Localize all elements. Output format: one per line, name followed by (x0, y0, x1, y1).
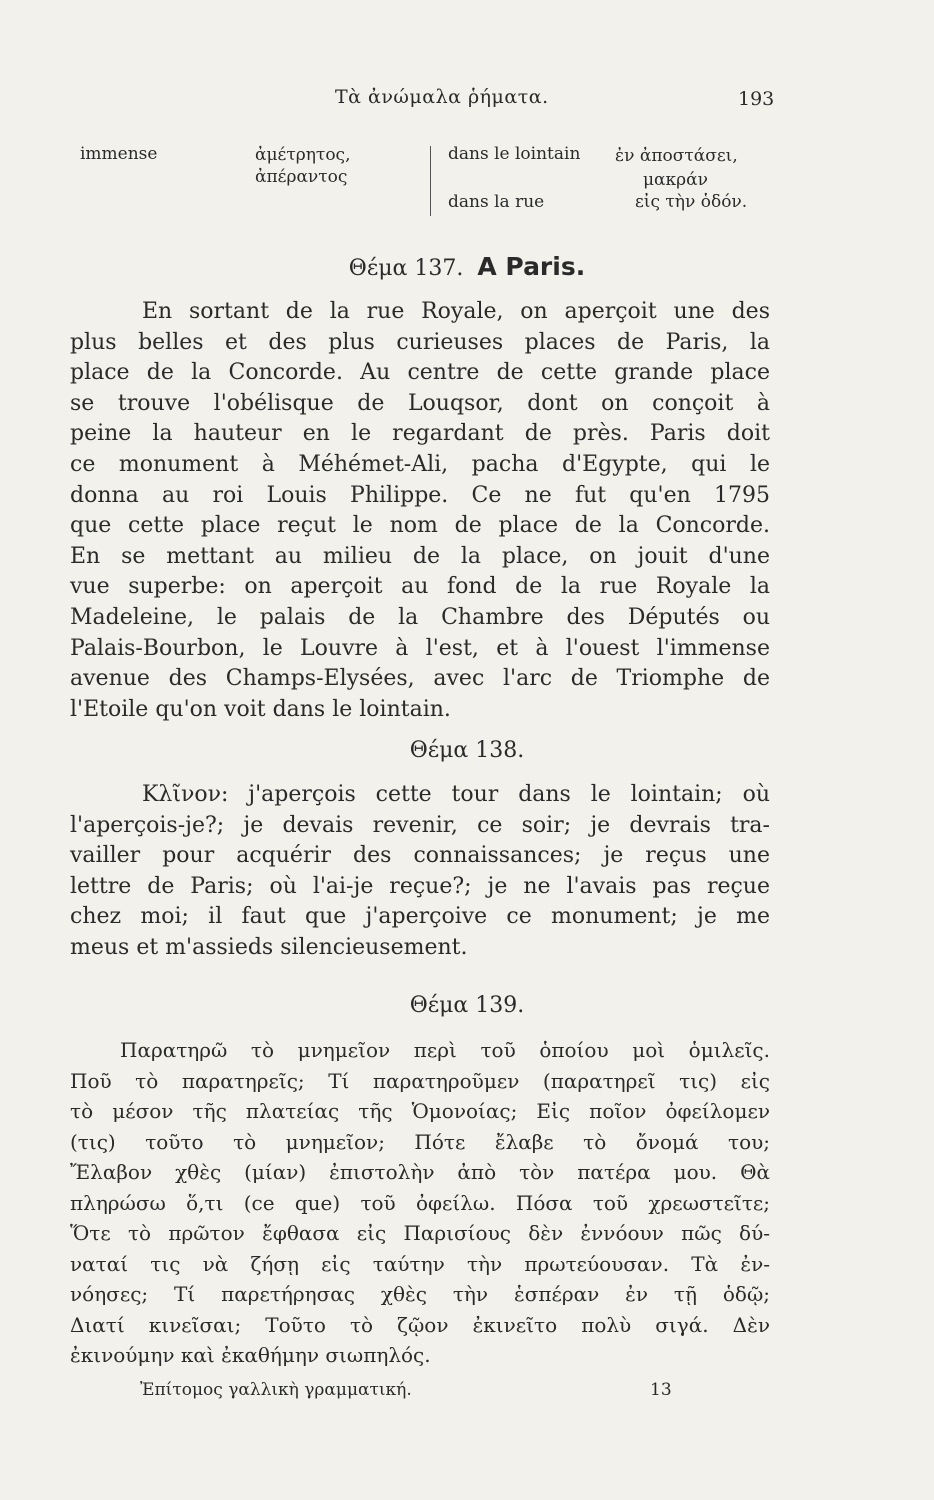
running-title: Τὰ ἀνώμαλα ῥήματα. (335, 86, 549, 108)
text-line: plus belles et des plus curieuses places de Paris, la (70, 329, 770, 355)
text-line: ἐκινούμην καὶ ἐκαθήμην σιωπηλός. (70, 1343, 431, 1367)
theme-138-text (70, 780, 770, 964)
text-line: ναταί τις νὰ ζήσῃ εἰς ταύτην τὴν πρωτεύουσαν. Τὰ ἐν- (70, 1251, 770, 1276)
vocabulary-table (80, 144, 780, 224)
text-line: ce monument à Méhémet-Ali, pacha d'Egypte, qui le (70, 451, 770, 477)
text-line: meus et m'assieds silencieusement. (70, 934, 468, 960)
text-line: chez moi; il faut que j'aperçoive ce monument; je me (70, 904, 770, 930)
theme-137-title: A Paris. (477, 252, 586, 281)
text-line: Κλῖνον: j'aperçois cette tour dans le lointain; où (142, 782, 770, 807)
text-line: place de la Concorde. Au centre de cette grande place (70, 360, 770, 386)
footer-title: Ἐπίτομος γαλλικὴ γραμματική. (140, 1380, 412, 1400)
vocab-divider (430, 146, 431, 216)
text-line: Διατί κινεῖσαι; Τοῦτο τὸ ζῷον ἐκινεῖτο πολὺ σιγά. Δὲν (70, 1312, 770, 1337)
text-line: avenue des Champs-Elysées, avec l'arc de Triomphe de (70, 666, 770, 692)
theme-139-label: Θέμα 139. (409, 993, 525, 1018)
text-line: En se mettant au milieu de la place, on jouit d'une (70, 543, 770, 569)
theme-139-text (70, 1035, 770, 1371)
vocab-greek-rue: εἰς τὴν ὁδόν. (635, 192, 748, 212)
text-line: Palais-Bourbon, le Louvre à l'est, et à l'ouest l'immense (70, 635, 770, 661)
text-line: Παρατηρῶ τὸ μνημεῖον περὶ τοῦ ὁποίου μοὶ ὁμιλεῖς. (120, 1038, 770, 1062)
text-line: donna au roi Louis Philippe. Ce ne fut qu'en 1795 (70, 482, 770, 508)
text-line: En sortant de la rue Royale, on aperçoit une des (142, 299, 770, 324)
text-line: πληρώσω ὅ,τι (ce que) τοῦ ὀφείλω. Πόσα τοῦ χρεωστεῖτε; (70, 1190, 770, 1215)
page-footer (0, 1380, 934, 1410)
text-line: lettre de Paris; où l'ai-je reçue?; je ne l'avais pas reçue (70, 873, 770, 899)
text-line: l'aperçois-je?; je devais revenir, ce soir; je devrais tra- (70, 812, 770, 838)
vocab-french-immense: immense (80, 144, 158, 164)
text-line: Madeleine, le palais de la Chambre des Députés ou (70, 604, 770, 630)
theme-137-text (70, 297, 770, 725)
text-line: que cette place reçut le nom de place de la Concorde. (70, 513, 770, 539)
vocab-french-lointain: dans le lointain (448, 144, 581, 164)
running-head (0, 86, 934, 116)
text-line: (τις) τοῦτο τὸ μνημεῖον; Πότε ἔλαβε τὸ ὄνομά του; (70, 1129, 770, 1154)
theme-137-label: Θέμα 137. (348, 256, 464, 281)
text-line: τὸ μέσον τῆς πλατείας τῆς Ὁμονοίας; Εἰς ποῖον ὀφείλομεν (70, 1099, 770, 1123)
text-line: Ἔλαβον χθὲς (μίαν) ἐπιστολὴν ἀπὸ τὸν πατέρα μου. Θὰ (70, 1160, 770, 1184)
text-line: peine la hauteur en le regardant de près. Paris doit (70, 421, 770, 447)
text-line: se trouve l'obélisque de Louqsor, dont on conçoit à (70, 390, 770, 416)
theme-139-heading (0, 993, 934, 1018)
vocab-greek-lointain (615, 144, 738, 192)
text-line: vue superbe: on aperçoit au fond de la rue Royale la (70, 574, 770, 600)
signature-mark: 13 (650, 1380, 672, 1400)
text-line: l'Etoile qu'on voit dans le lointain. (70, 696, 451, 722)
theme-138-heading (0, 738, 934, 763)
page-number: 193 (738, 88, 775, 110)
vocab-greek-lointain-b: μακράν (643, 170, 708, 190)
text-line: vailler pour acquérir des connaissances; je reçus une (70, 843, 770, 869)
theme-137-heading (0, 252, 934, 281)
theme-138-label: Θέμα 138. (409, 738, 525, 763)
text-line: νόησες; Τί παρετήρησας χθὲς τὴν ἑσπέραν ἐν τῇ ὁδῷ; (70, 1282, 770, 1306)
vocab-greek-immense: ἀμέτρητος, ἀπέραντος (255, 145, 351, 187)
vocab-greek-lointain-a: ἐν ἀποστάσει, (615, 146, 738, 166)
text-line: Ὅτε τὸ πρῶτον ἔφθασα εἰς Παρισίους δὲν ἐννόουν πῶς δύ- (70, 1221, 770, 1245)
vocab-french-rue: dans la rue (448, 192, 545, 212)
text-line: Ποῦ τὸ παρατηρεῖς; Τί παρατηροῦμεν (παρατηρεῖ τις) εἰς (70, 1068, 770, 1093)
